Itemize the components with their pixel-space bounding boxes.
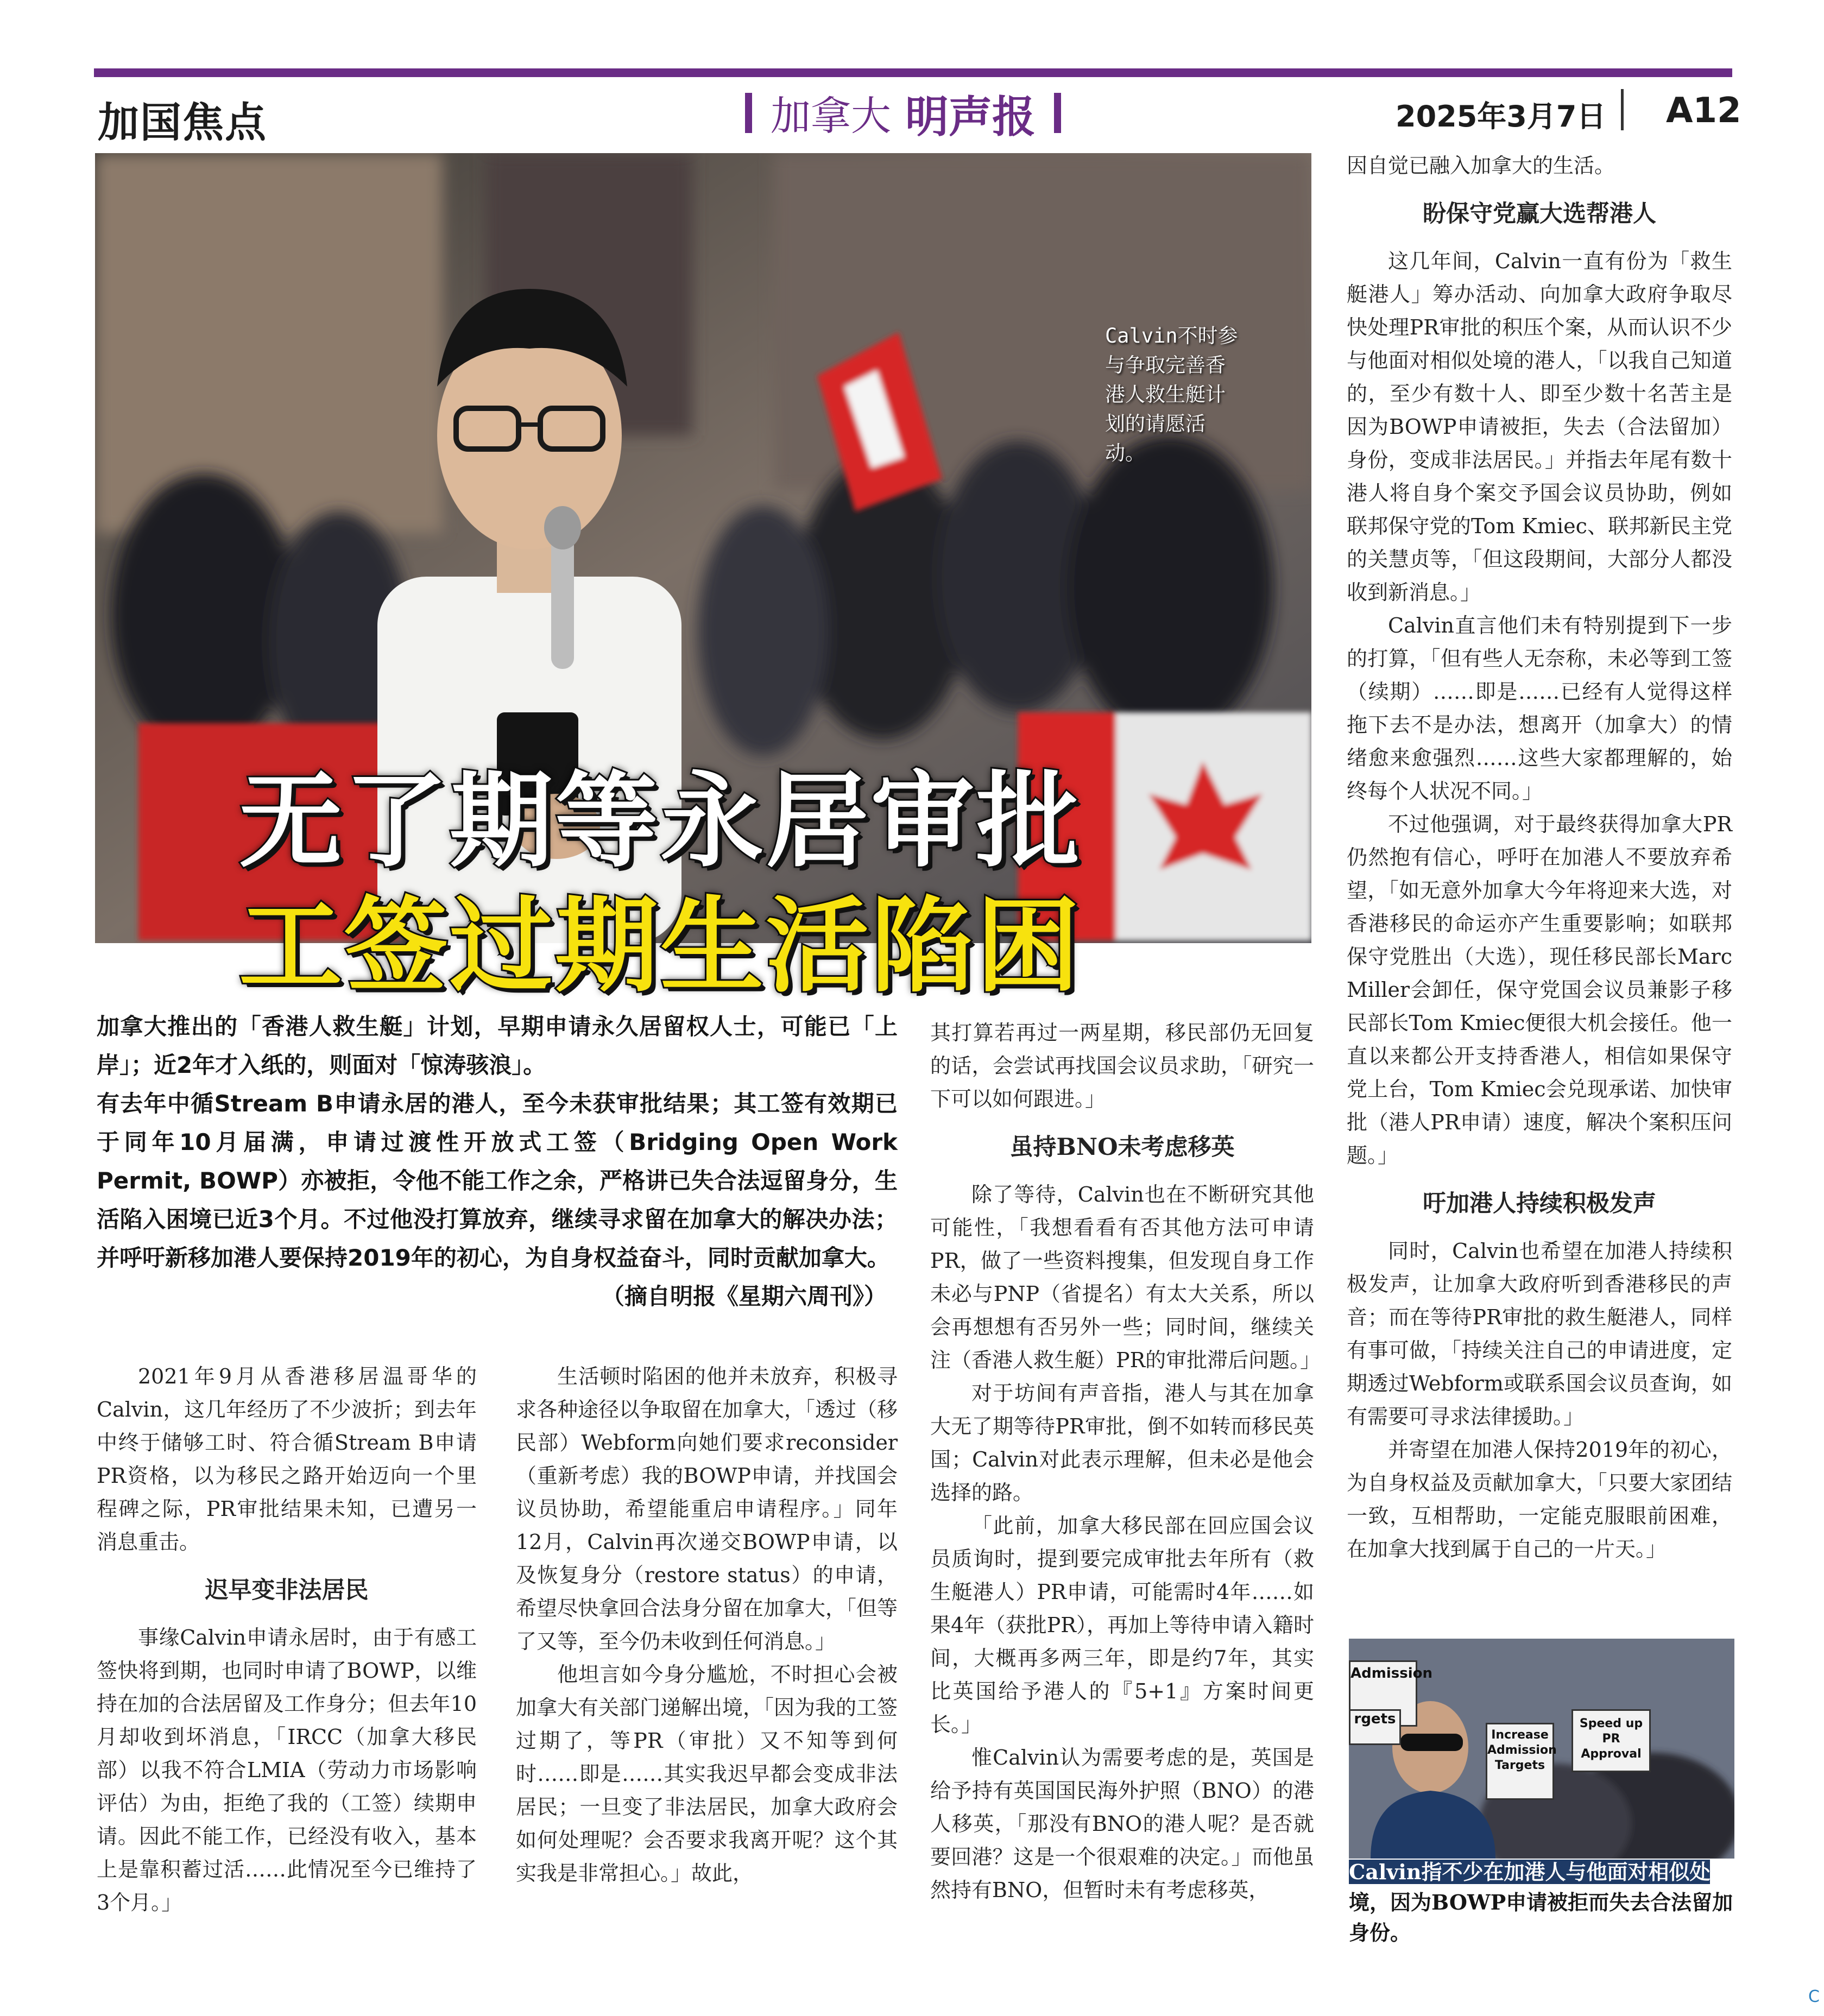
masthead-bar-right (1054, 93, 1061, 133)
body-paragraph: 其打算若再过一两星期，移民部仍无回复的话，会尝试再找国会议员求助，「研究一下可以如何跟进。」 (930, 1021, 1314, 1111)
protest-sign: Increase Admission Targets (1486, 1723, 1554, 1800)
masthead-paper-name: 明声报 (905, 91, 1036, 142)
protest-photo-caption (1349, 1857, 1734, 1948)
body-paragraph: 他坦言如今身分尴尬，不时担心会被加拿大有关部门递解出境，「因为我的工签过期了，等PR（审批）又不知等到何时……即是……其实我迟早都会变成非法居民；一旦变了非法居民，加拿大政府会如何处理呢？会否要求我离开呢？这个其实我是非常担心。」故此， (516, 1663, 898, 1885)
headline-line-2: 工签过期生活陷困 (239, 885, 1082, 1006)
subheading: 盼保守党赢大选帮港人 (1423, 200, 1656, 227)
body-column-3 (930, 1016, 1321, 1907)
body-paragraph: 不过他强调，对于最终获得加拿大PR仍然抱有信心，呼吁在加港人不要放弃希望，「如无意外加拿大今年将迎来大选，对香港移民的命运亦产生重要影响；如联邦保守党胜出（大选），现任移民部长Marc Miller会卸任，保守党国会议员兼影子移民部长Tom Kmiec便很大机会接任。他一直以来都公开支持香港人，相信如果保守党上台，Tom Kmiec会兑现承诺、加快审批（港人PR申请）速度，解决个案积压问题。」 (1347, 812, 1732, 1167)
masthead-rule (94, 68, 1732, 77)
page-number: A12 (1666, 91, 1741, 131)
caption-text: 境，因为BOWP申请被拒而失去合法留加身份。 (1349, 1890, 1733, 1945)
hero-photo-caption: Calvin不时参与争取完善香港人救生艇计划的请愿活动。 (1105, 324, 1238, 465)
caption-highlight: Calvin指不少在加港人与他面对相似处 (1349, 1860, 1711, 1884)
protest-photo (1349, 1639, 1734, 1859)
protest-sign: Admission (1349, 1660, 1417, 1727)
body-paragraph: 惟Calvin认为需要考虑的是，英国是给予持有英国国民海外护照（BNO）的港人移英，「那没有BNO的港人呢？是否就要回港？这是一个很艰难的决定。」而他虽然持有BNO，但暂时未有考虑移英， (930, 1746, 1314, 1902)
body-column-1 (97, 1360, 477, 1919)
protest-sign: Speed up PR Approval (1571, 1709, 1651, 1772)
body-paragraph: 2021年9月从香港移居温哥华的Calvin，这几年经历了不少波折；到去年中终于储够工时、符合循Stream B申请PR资格，以为移民之路开始迈向一个里程碑之际，PR审批结果未知，已遭另一消息重击。 (97, 1364, 477, 1554)
masthead-country: 加拿大 (771, 93, 891, 140)
lead-source: （摘自明报《星期六周刊》） (601, 1283, 887, 1310)
body-paragraph: 这几年间，Calvin一直有份为「救生艇港人」筹办活动、向加拿大政府争取尽快处理PR审批的积压个案，从而认识不少与他面对相似处境的港人，「以我自己知道的，至少有数十人、即至少数十名苦主是因为BOWP申请被拒，失去（合法留加）身份，变成非法居民。」并指去年尾有数十港人将自身个案交予国会议员协助，例如联邦保守党的Tom Kmiec、联邦新民主党的关慧贞等，「但这段期间，大部分人都没收到新消息。」 (1347, 249, 1732, 604)
body-paragraph: 「此前，加拿大移民部在回应国会议员质询时，提到要完成审批去年所有（救生艇港人）PR申请，可能需时4年……如果4年（获批PR），再加上等待申请入籍时间，大概再多两三年，即是约7年，其实比英国给予港人的『5+1』方案时间更长。」 (930, 1514, 1314, 1736)
masthead-bar-left (745, 93, 752, 133)
body-paragraph: 事缘Calvin申请永居时，由于有感工签快将到期，也同时申请了BOWP，以维持在加的合法居留及工作身分；但去年10月却收到坏消息，「IRCC（加拿大移民部）以我不符合LMIA（劳动力市场影响评估）为由，拒绝了我的（工签）续期申请。因此不能工作，已经没有收入，基本上是靠积蓄过活……此情况至今已维持了3个月。」 (97, 1626, 477, 1914)
lead-paragraph-2: 有去年中循Stream B申请永居的港人，至今未获审批结果；其工签有效期已于同年10月届满，申请过渡性开放式工签（Bridging Open Work Permit, BOWP）亦被拒，令他不能工作之余，严格讲已失合法逗留身分，生活陷入困境已近3个月。不过他没打算放弃，继续寻求留在加拿大的解决办法；并呼吁新移加港人要保持2019年的初心，为自身权益奋斗，同时贡献加拿大。 (97, 1090, 898, 1271)
body-paragraph: 因自觉已融入加拿大的生活。 (1347, 154, 1615, 178)
body-paragraph: 除了等待，Calvin也在不断研究其他可能性，「我想看看有否其他方法可申请PR，做了一些资料搜集，但发现自身工作未必与PNP（省提名）有太大关系，所以会再想想有否另外一些；同时间，继续关注（香港人救生艇）PR的审批滞后问题。」 (930, 1183, 1321, 1372)
body-paragraph: Calvin直言他们未有特别提到下一步的打算，「但有些人无奈称，未必等到工签（续期）……即是……已经有人觉得这样拖下去不是办法，想离开（加拿大）的情绪愈来愈强烈……这些大家都理解的，始终每个人状况不同。」 (1347, 614, 1732, 803)
corner-mark: C (1808, 1987, 1820, 2006)
section-title: 加国焦点 (98, 98, 267, 147)
headline-line-1: 无了期等永居审批 (239, 760, 1082, 881)
issue-date: 2025年3月7日 (1396, 99, 1606, 134)
subheading: 吁加港人持续积极发声 (1423, 1190, 1656, 1217)
body-column-4 (1347, 149, 1732, 1566)
body-paragraph: 同时，Calvin也希望在加港人持续积极发声，让加拿大政府听到香港移民的声音；而在等待PR审批的救生艇港人，同样有事可做，「持续关注自己的申请进度，定期透过Webform或联系国会议员查询，如有需要可寻求法律援助。」 (1347, 1239, 1732, 1429)
protest-sign: rgets (1349, 1709, 1401, 1745)
masthead (745, 87, 1061, 142)
body-column-2 (516, 1360, 898, 1890)
lead-paragraph-1: 加拿大推出的「香港人救生艇」计划，早期申请永久居留权人士，可能已「上岸」；近2年才入纸的，则面对「惊涛骇浪」。 (97, 1013, 898, 1078)
body-paragraph: 生活顿时陷困的他并未放弃，积极寻求各种途径以争取留在加拿大，「透过（移民部）Webform向她们要求reconsider（重新考虑）我的BOWP申请，并找国会议员协助，希望能重启申请程序。」同年12月，Calvin再次递交BOWP申请，以及恢复身分（restore status）的申请，希望尽快拿回合法身分留在加拿大，「但等了又等，至今仍未收到任何消息。」 (516, 1364, 898, 1653)
body-paragraph: 并寄望在加港人保持2019年的初心，为自身权益及贡献加拿大，「只要大家团结一致，互相帮助，一定能克服眼前困难，在加拿大找到属于自己的一片天。」 (1347, 1438, 1732, 1561)
article-lead (97, 1007, 898, 1316)
subheading: 迟早变非法居民 (205, 1577, 369, 1604)
subheading: 虽持BNO未考虑移英 (1009, 1134, 1235, 1161)
body-paragraph: 对于坊间有声音指，港人与其在加拿大无了期等待PR审批，倒不如转而移民英国；Calvin对此表示理解，但未必是他会选择的路。 (930, 1381, 1314, 1505)
header-divider (1621, 89, 1624, 130)
